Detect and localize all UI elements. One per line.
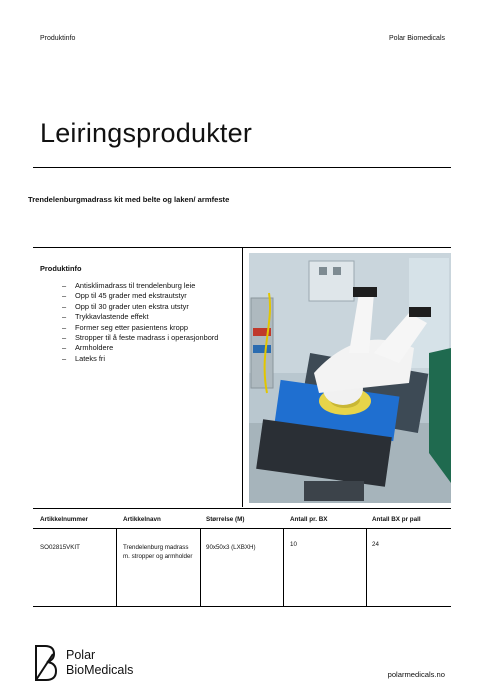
table-header-cell: Antall BX pr pall xyxy=(372,516,421,523)
feature-list xyxy=(62,281,240,364)
table-column-divider xyxy=(283,528,284,606)
feature-item: – Opp til 45 grader med ekstrautstyr xyxy=(62,291,240,301)
feature-item: – Lateks fri xyxy=(62,354,240,364)
product-photo xyxy=(249,253,451,503)
page-title: Leiringsprodukter xyxy=(40,118,253,148)
feature-item: – Stropper til å feste madrass i operasjonbord xyxy=(62,333,240,343)
footer-website-link[interactable]: polarmedicals.no xyxy=(387,670,445,679)
feature-item: – Trykkavlastende effekt xyxy=(62,312,240,322)
feature-item: – Former seg etter pasientens kropp xyxy=(62,323,240,333)
title-divider xyxy=(33,167,451,168)
feature-item: – Opp til 30 grader uten ekstra utstyr xyxy=(62,302,240,312)
table-cell: 10 xyxy=(290,541,297,548)
table-top-rule xyxy=(33,508,451,509)
table-column-divider xyxy=(200,528,201,606)
polar-biomedicals-logo-icon xyxy=(33,644,59,682)
product-info-heading: Produktinfo xyxy=(40,264,82,273)
table-cell: 24 xyxy=(372,541,379,548)
table-bottom-rule xyxy=(33,606,451,607)
table-header-cell: Artikkelnavn xyxy=(123,516,161,523)
table-header-rule xyxy=(33,528,451,529)
logo-wordmark xyxy=(66,648,133,678)
table-header-cell: Antall pr. BX xyxy=(290,516,328,523)
feature-item: – Antisklimadrass til trendelenburg leie xyxy=(62,281,240,291)
logo-line: Polar xyxy=(66,648,96,662)
table-column-divider xyxy=(366,528,367,606)
table-column-divider xyxy=(116,528,117,606)
table-cell: Trendelenburg madrass m. stropper og armholder xyxy=(123,544,193,560)
table-header-cell: Artikkelnummer xyxy=(40,516,88,523)
product-subtitle: Trendelenburgmadrass kit med belte og laken/ armfeste xyxy=(28,195,230,204)
logo-line: BioMedicals xyxy=(66,663,134,677)
feature-item: – Armholdere xyxy=(62,343,240,353)
header-company: Polar Biomedicals xyxy=(388,35,445,42)
table-cell: SO02815VKIT xyxy=(40,544,80,551)
table-header-cell: Størrelse (M) xyxy=(206,516,245,523)
table-cell: 90x50x3 (LXBXH) xyxy=(206,544,256,551)
info-column-divider xyxy=(242,247,243,507)
header-label: Produktinfo xyxy=(40,35,76,42)
